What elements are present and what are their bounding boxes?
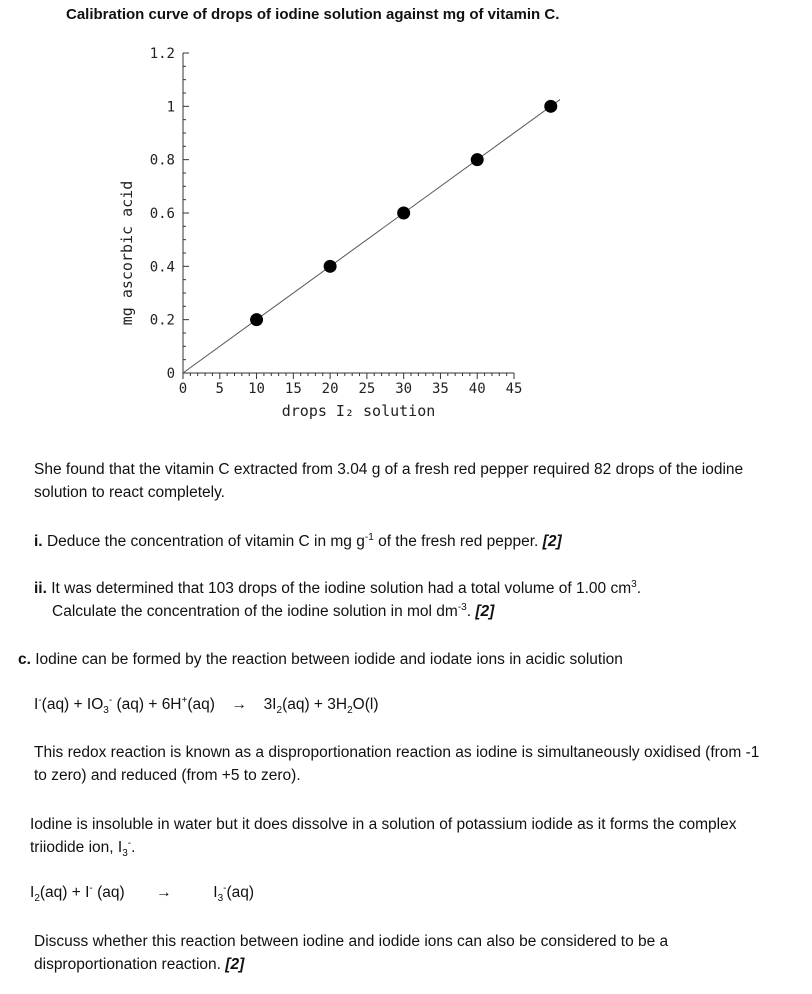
eq2-sub: 2 [34,893,40,905]
discuss-text: Discuss whether this reaction between iodine and iodide ions can also be considered to be a disproportionation reaction. [34,933,669,973]
reaction-arrow: → [156,884,172,901]
question-ii-marks: [2] [475,603,495,620]
eq2-sub: 3 [217,893,224,905]
x-tick-label: 25 [358,381,376,397]
insoluble-sub: 3 [122,848,128,860]
eq1-sup: - [108,694,113,706]
question-ii [34,577,641,600]
y-tick-label: 0.6 [149,206,175,222]
part-c-text: Iodine can be formed by the reaction between iodide and iodate ions in acidic solution [35,651,623,668]
question-i-text-b: of the fresh red pepper. [373,533,543,550]
question-i-label: i. [34,533,43,550]
chart-title: Calibration curve of drops of iodine solution against mg of vitamin C. [66,6,560,23]
discuss-paragraph [34,930,794,976]
question-ii-line2-b: . [466,603,476,620]
eq1-part: (aq) + IO [41,696,104,713]
question-ii-text: It was determined that 103 drops of the iodine solution had a total volume of 1.00 cm [51,580,632,597]
question-ii-line2 [52,600,494,623]
eq2-part: I [30,884,35,901]
y-tick-label: 0 [166,366,175,382]
eq1-part: (aq) + 3H [282,696,348,713]
eq2-sup: - [223,882,227,894]
data-point [324,260,337,273]
y-tick-label: 0.2 [149,312,175,329]
eq1-part: 3I [263,696,277,713]
data-point [471,153,484,166]
eq1-part: (aq) [187,696,215,713]
insoluble-text: Iodine is insoluble in water but it does dissolve in a solution of potassium iodide as it forms the complex triiodide ion, I [30,816,737,856]
y-tick-label: 0.8 [149,152,175,169]
insoluble-sup: - [127,837,132,849]
eq1-part: I [34,696,39,713]
y-axis-label: mg ascorbic acid [118,180,136,326]
question-ii-label: ii. [34,580,47,597]
x-tick-label: 5 [215,381,224,397]
y-tick-label: 1.2 [149,46,175,62]
eq1-sub: 3 [103,705,109,717]
x-tick-label: 35 [432,381,449,397]
equation-1 [34,693,379,716]
eq2-part: (aq) [226,884,255,901]
trend-line [183,80,560,373]
equation-2 [30,881,254,904]
chart-axes [150,46,523,397]
data-point [544,100,557,113]
redox-paragraph: This redox reaction is known as a disproportionation reaction as iodine is simultaneously oxidised (from -1 to zero) and reduced (from +5 to zero). [34,744,760,784]
insoluble-text-b: . [131,839,136,856]
x-tick-label: 20 [321,381,339,397]
data-point [397,207,410,220]
question-ii-line2-text: Calculate the concentration of the iodine solution in mol dm [52,603,458,620]
part-c [18,648,623,671]
question-ii-sup1: 3 [631,578,637,590]
y-tick-label: 0.4 [149,259,175,276]
eq1-sup: + [181,694,188,706]
data-point [250,313,263,326]
eq2-part: (aq) [92,884,125,901]
calibration-chart [100,34,560,444]
chart-marks [183,80,560,373]
reaction-arrow: → [231,696,247,713]
eq1-sub: 2 [276,705,283,717]
part-c-label: c. [18,651,31,668]
question-i-sup: -1 [364,531,374,543]
eq1-sup: - [38,694,42,706]
eq2-part: (aq) + I [39,884,90,901]
x-tick-label: 0 [178,381,188,397]
eq1-part: O(l) [352,696,379,713]
question-i-marks: [2] [542,533,562,550]
eq2-part: I [213,884,218,901]
insoluble-paragraph [30,813,760,859]
eq1-part: (aq) + 6H [112,696,182,713]
y-tick-label: 1 [166,99,175,116]
x-axis-label: drops I₂ solution [281,402,436,420]
discuss-marks: [2] [225,956,245,973]
x-tick-label: 40 [468,381,486,397]
question-ii-text-b: . [636,580,641,597]
intro-paragraph: She found that the vitamin C extracted from 3.04 g of a fresh red pepper required 82 drops of the iodine solution to react completely. [34,461,744,501]
x-tick-label: 45 [505,381,523,397]
question-i-text: Deduce the concentration of vitamin C in mg g [46,533,365,550]
eq2-sup: - [89,882,93,894]
question-ii-sup2: -3 [457,601,467,613]
x-tick-label: 10 [248,381,265,397]
x-tick-label: 15 [284,381,302,397]
x-tick-label: 30 [395,381,413,397]
eq1-sub: 2 [347,705,353,717]
question-i [34,530,562,553]
